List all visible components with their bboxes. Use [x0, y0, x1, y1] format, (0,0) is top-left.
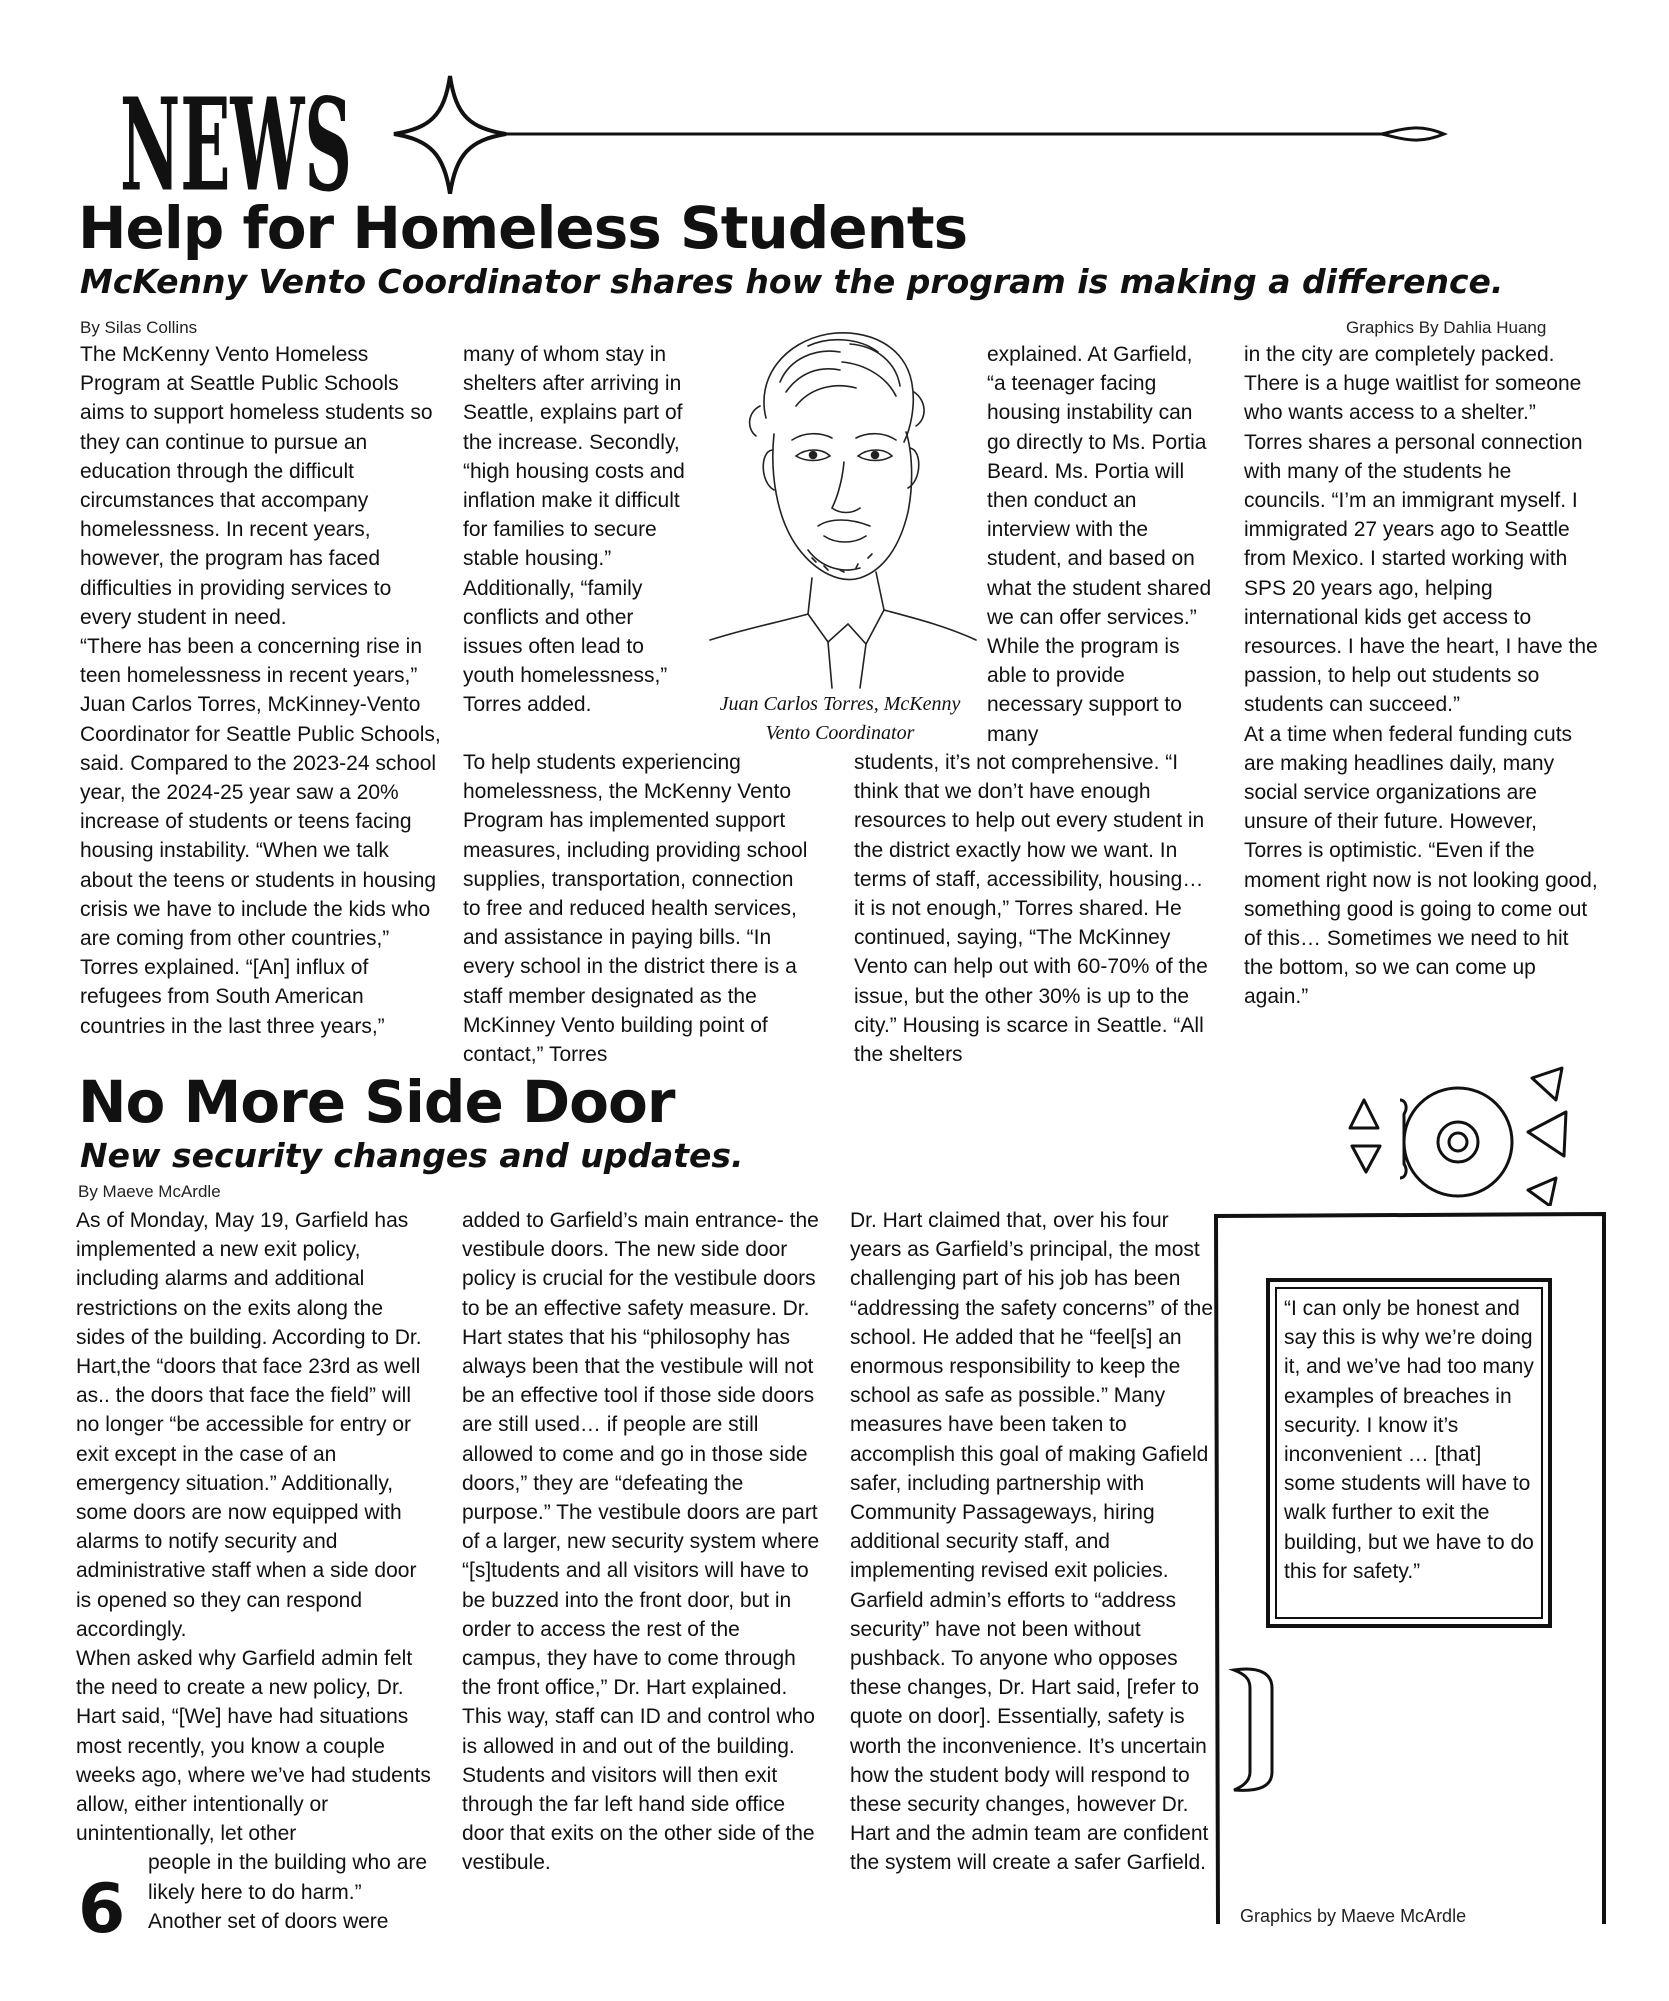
- warning-triangle-up-icon: [1350, 1100, 1378, 1128]
- article2-col3-paragraph: Dr. Hart claimed that, over his four years as Garfield’s principal, the most challenging part of his job has been “addressing the safety concerns” of the school. He added that he “feel[s] an enormous responsibility to keep the school as safe as possible.” Many measures have been taken to accomplish this goal of making Gafield safer, including partnership with Community Passageways, hiring additional security staff, and implementing revised exit policies.: [850, 1209, 1214, 1583]
- article1-col1-paragraph: “There has been a concerning rise in teen homelessness in recent years,” Juan Carlos Torres, McKinney-Vento Coordinator for Seattle Public Schools, said. Compared to the 2023-24 school year, the 2024-25 year saw a 20% increase of students or teens facing housing instability. “When we talk about the teens or students in housing crisis we have to include the kids who are coming from other countries,” Torres explained. “[An] influx of refugees from South American countries in the last three years,”: [80, 635, 441, 1038]
- article1-byline: By Silas Collins: [80, 318, 198, 337]
- article1-col3-paragraph: explained. At Garfield, “a teenager facing housing instability can go directly to Ms. Portia Beard. Ms. Portia will then conduct an interview with the student, and based on what the student shared we can offer services.”: [987, 343, 1212, 629]
- article2-col2-paragraph: added to Garfield’s main entrance- the vestibule doors. The new side door policy is crucial for the vestibule doors to be an effective safety measure. Dr. Hart states that his “philosophy has always been that the vestibule will not be an effective tool if those side doors are still used… if people are still allowed to come and go in those side doors,” they are “defeating the purpose.” The vestibule doors are part of a larger, new security system where “[s]tudents and all visitors will have to be buzzed into the front door, but in order to access the rest of the campus, they have to come through the front office,” Dr. Hart explained. This way, staff can ID and control who is allowed in and out of the building. Students and visitors will then exit through the far left hand side office door that exits on the other side of the vestibule.: [462, 1209, 820, 1875]
- article1-column-4: [1244, 340, 1598, 1012]
- article1-headline: Help for Homeless Students: [78, 194, 968, 262]
- warning-triangle-down-icon: [1352, 1146, 1380, 1172]
- ear-right: [908, 448, 919, 488]
- bell-middle-ring: [1438, 1122, 1478, 1162]
- article2-headline: No More Side Door: [78, 1068, 675, 1136]
- nose: [832, 462, 860, 513]
- article2-col1-paragraph: people in the building who are likely here to do harm.” Another set of doors were: [148, 1851, 428, 1933]
- page-number: 6: [78, 1870, 126, 1949]
- article1-column-1: [80, 340, 442, 1041]
- article1-column-2-bottom: [463, 748, 815, 1069]
- article2-column-1: [76, 1206, 432, 1936]
- news-section-logo: [116, 64, 1456, 194]
- article2-graphics-credit: Graphics by Maeve McArdle: [1240, 1906, 1467, 1926]
- bell-outer-ring: [1404, 1088, 1512, 1196]
- left-eyebrow: [792, 434, 832, 440]
- article2-column-2: [462, 1206, 824, 1878]
- article1-col4-paragraph: Torres shares a personal connection with many of the students he councils. “I’m an immigrant myself. I immigrated 27 years ago to Seattle from Mexico. I started working with SPS 20 years ago, helping international kids get access to resources. I have the heart, I have the passion, to help out students so students can succeed.”: [1244, 430, 1598, 717]
- diamond-ornament-left: [394, 76, 506, 194]
- neck: [808, 572, 884, 614]
- article1-graphics-credit: Graphics By Dahlia Huang: [1346, 318, 1547, 337]
- bell-inner-ring: [1449, 1133, 1467, 1151]
- article2-column-3: [850, 1206, 1216, 1878]
- juan-carlos-torres-portrait: [700, 322, 980, 690]
- article1-col3-paragraph: While the program is able to provide necessary support to many: [987, 635, 1182, 746]
- article1-column-2-top: [463, 340, 695, 720]
- article1-col3-paragraph: students, it’s not comprehensive. “I think that we don’t have enough resources to help out every student in the district exactly how we want. In terms of staff, accessibility, housing… it is not enough,” Torres shared. He continued, saying, “The McKinney Vento can help out with 60-70% of the issue, but the other 30% is up to the city.” Housing is scarce in Seattle. “All the shelters: [854, 751, 1208, 1067]
- news-logo-text: NEWS: [120, 69, 352, 194]
- warning-triangle-right-1-icon: [1532, 1068, 1562, 1100]
- article2-col3-paragraph: Garfield admin’s efforts to “address security” have not been without pushback. To anyone who opposes these changes, Dr. Hart said, [refer to quote on door]. Essentially, safety is worth the inconvenience. It’s uncertain how the student body will respond to these security changes, however Dr. Hart and the admin team are confident the system will create a safer Garfield.: [850, 1588, 1209, 1875]
- article1-col4-paragraph: in the city are completely packed. There is a huge waitlist for someone who wants access to a shelter.”: [1244, 343, 1582, 425]
- right-eyebrow: [856, 434, 896, 440]
- article2-dek: New security changes and updates.: [80, 1136, 744, 1175]
- article1-dek: McKenny Vento Coordinator shares how the program is making a difference.: [80, 262, 1504, 301]
- article1-column-3-top: [987, 340, 1213, 749]
- article1-column-3-bottom: [854, 748, 1216, 1069]
- article1-col2-paragraph: To help students experiencing homelessness, the McKenny Vento Program has implemented support measures, including providing school supplies, transportation, connection to free and reduced health services, and assistance in paying bills. “In every school in the district there is a staff member designated as the McKinney Vento building point of contact,” Torres: [463, 751, 808, 1067]
- collar: [808, 610, 884, 644]
- alarm-bell-graphic: [1330, 1060, 1580, 1206]
- shoulders: [710, 610, 976, 640]
- diamond-ornament-right: [1382, 128, 1444, 140]
- mustache: [818, 520, 870, 526]
- door-handle-icon: [1234, 1669, 1272, 1790]
- article2-col1-paragraph: When asked why Garfield admin felt the need to create a new policy, Dr. Hart said, “[We] have had situations most recently, you know a couple weeks ago, where we’ve had students allow, either intentionally or unintentionally, let other: [76, 1647, 431, 1846]
- door-pull-quote: “I can only be honest and say this is why we’re doing it, and we’ve had too many examples of breaches in security. I know it’s inconvenient … [that] some students will have to walk further to exit the building, but we have to do this for safety.”: [1284, 1297, 1534, 1583]
- article1-col2-paragraph: many of whom stay in shelters after arriving in Seattle, explains part of the increase. Secondly, “high housing costs and inflation make it difficult for families to secure stable housing.” Additionally, “family conflicts and other issues often lead to youth homelessness,” Torres added.: [463, 343, 685, 717]
- warning-triangle-right-2-icon: [1528, 1112, 1566, 1156]
- article1-col1-paragraph: The McKenny Vento Homeless Program at Seattle Public Schools aims to support homeless students so they can continue to pursue an education through the difficult circumstances that accompany homelessness. In recent years, however, the program has faced difficulties in providing services to every student in need.: [80, 343, 433, 629]
- article2-byline: By Maeve McArdle: [78, 1182, 221, 1201]
- article2-col1-paragraph: As of Monday, May 19, Garfield has implemented a new exit policy, including alarms and additional restrictions on the exits along the sides of the building. According to Dr. Hart,the “doors that face 23rd as well as.. the doors that face the field” will no longer “be accessible for entry or exit except in the case of an emergency situation.” Additionally, some doors are now equipped with alarms to notify security and administrative staff when a side door is opened so they can respond accordingly.: [76, 1209, 422, 1641]
- article1-col4-paragraph: At a time when federal funding cuts are making headlines daily, many social service organizations are unsure of their future. However, Torres is optimistic. “Even if the moment right now is not looking good, something good is going to come out of this… Sometimes we need to hit the bottom, so we can come up again.”: [1244, 722, 1598, 1009]
- mouth: [824, 536, 866, 542]
- portrait-caption-line-2: Vento Coordinator: [765, 722, 915, 744]
- portrait-caption: [700, 690, 980, 748]
- portrait-caption-line-1: Juan Carlos Torres, McKenny: [719, 693, 961, 715]
